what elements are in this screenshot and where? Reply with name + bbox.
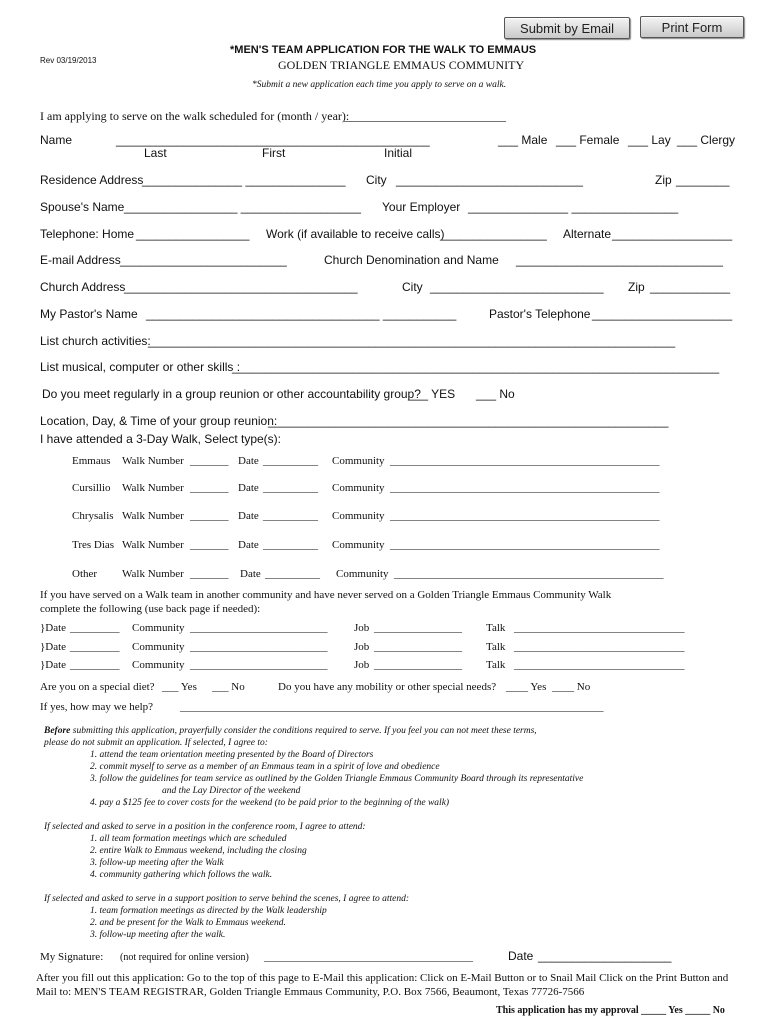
served-community-field[interactable]: _________________________ (190, 641, 328, 653)
work-phone-label: Work (if available to receive calls) (266, 227, 445, 241)
walk-date-label: Date (238, 455, 259, 467)
walk-date-field[interactable]: __________ (263, 539, 318, 551)
male-option[interactable]: ___ Male (498, 133, 548, 147)
conference-item: 1. all team formation meetings which are scheduled (90, 834, 287, 844)
first-name-label: First (262, 146, 286, 160)
walk-community-label: Community (332, 455, 385, 467)
walk-date-field[interactable]: __________ (263, 455, 318, 467)
reunion-location-field[interactable]: ____________________________________________________________ (268, 414, 669, 428)
walk-community-label: Community (336, 568, 389, 580)
walk-type-tres-dias: Tres Dias (72, 539, 115, 551)
conference-item: 4. community gathering which follows the walk. (90, 870, 273, 880)
female-option[interactable]: ___ Female (556, 133, 620, 147)
name-field[interactable]: _______________________________________________ (116, 133, 430, 147)
walk-date-label: Date (240, 568, 261, 580)
applying-label: I am applying to serve on the walk scheduled for (month / year): (40, 109, 350, 123)
alternate-phone-label: Alternate (563, 227, 612, 241)
city-field[interactable]: ____________________________ (396, 173, 583, 187)
walk-community-label: Community (332, 482, 385, 494)
church-address-field[interactable]: ___________________________________ (124, 280, 358, 294)
skills-label: List musical, computer or other skills : (40, 360, 241, 374)
walk-community-field[interactable]: _________________________________________________ (390, 455, 660, 467)
served-intro-2: complete the following (use back page if needed): (40, 603, 261, 615)
served-date-field[interactable]: _________ (70, 641, 120, 653)
signature-field[interactable]: ______________________________________ (264, 951, 473, 963)
walk-date-field[interactable]: __________ (263, 510, 318, 522)
pastor-phone-field[interactable]: _____________________ (592, 307, 733, 321)
walk-date-label: Date (238, 539, 259, 551)
walk-type-chrysalis: Chrysalis (72, 510, 114, 522)
clergy-option[interactable]: ___ Clergy (677, 133, 736, 147)
last-name-label: Last (144, 146, 167, 160)
served-job-label: Job (354, 641, 370, 653)
church-city-label: City (402, 280, 423, 294)
terms-item: 4. pay a $125 fee to cover costs for the weekend (to be paid prior to the beginning of the walk) (90, 798, 450, 808)
served-talk-field[interactable]: _______________________________ (514, 659, 685, 671)
served-date-label: }Date (40, 659, 67, 671)
activities-field[interactable]: _______________________________________________________________________________ (148, 334, 676, 348)
walk-community-field[interactable]: _________________________________________________ (394, 568, 664, 580)
mobility-yes-option[interactable]: ____ Yes (506, 681, 547, 693)
denomination-field[interactable]: _______________________________ (516, 253, 723, 267)
attended-walk-label: I have attended a 3-Day Walk, Select type(s): (40, 432, 282, 446)
signature-date-field[interactable]: ____________________ (538, 949, 672, 963)
reunion-question: Do you meet regularly in a group reunion or other accountability group? (42, 387, 421, 401)
employer-label: Your Employer (382, 200, 461, 214)
mobility-question: Do you have any mobility or other special needs? (278, 681, 497, 693)
walk-type-other: Other (72, 568, 98, 580)
walk-date-label: Date (238, 482, 259, 494)
walk-date-field[interactable]: ___________________________ (344, 109, 506, 123)
reunion-no-option[interactable]: ___ No (476, 387, 515, 401)
served-date-label: }Date (40, 622, 67, 634)
walk-type-emmaus: Emmaus (72, 455, 111, 467)
terms-before-text: submitting this application, prayerfully consider the conditions required to serve. If you feel you can not meet these terms, (70, 726, 537, 736)
print-form-button[interactable]: Print Form (640, 16, 744, 38)
terms-item: 3. follow the guidelines for team service as outlined by the Golden Triangle Emmaus Community Board through its representative (90, 774, 584, 784)
name-label: Name (40, 133, 73, 147)
alternate-phone-field[interactable]: __________________ (612, 227, 733, 241)
page-title: *MEN'S TEAM APPLICATION FOR THE WALK TO EMMAUS (230, 44, 537, 56)
served-community-label: Community (132, 641, 185, 653)
conference-item: 2. entire Walk to Emmaus weekend, including the closing (90, 846, 307, 856)
served-community-label: Community (132, 659, 185, 671)
walk-number-label: Walk Number (122, 482, 184, 494)
zip-field[interactable]: ________ (676, 173, 730, 187)
submission-note: *Submit a new application each time you apply to serve on a walk. (252, 80, 507, 90)
lay-option[interactable]: ___ Lay (628, 133, 671, 147)
served-talk-field[interactable]: _______________________________ (514, 622, 685, 634)
activities-label: List church activities: (40, 334, 151, 348)
email-label: E-mail Address (40, 253, 121, 267)
walk-number-label: Walk Number (122, 568, 184, 580)
help-field[interactable]: _____________________________________________________________________________ (180, 701, 604, 713)
reunion-yes-option[interactable]: ___ YES (408, 387, 456, 401)
walk-community-label: Community (332, 510, 385, 522)
signature-label: My Signature: (40, 951, 104, 963)
served-intro: If you have served on a Walk team in another community and have never served on a Golden Triangle Emmaus Community Walk (40, 589, 612, 601)
terms-intro (44, 726, 537, 736)
residence-field[interactable]: _______________ _______________ (142, 173, 346, 187)
served-date-field[interactable]: _________ (70, 622, 120, 634)
spouse-field[interactable]: _________________ __________________ (124, 200, 361, 214)
served-community-field[interactable]: _________________________ (190, 659, 328, 671)
walk-number-field[interactable]: _______ (190, 510, 229, 522)
served-talk-label: Talk (486, 659, 506, 671)
approval-line: This application has my approval _____ Yes _____ No (496, 1005, 725, 1016)
served-date-field[interactable]: _________ (70, 659, 120, 671)
support-item: 3. follow-up meeting after the walk. (90, 930, 226, 940)
served-job-label: Job (354, 659, 370, 671)
served-talk-label: Talk (486, 641, 506, 653)
terms-item-continued: and the Lay Director of the weekend (162, 786, 301, 796)
signature-date-label: Date (508, 949, 534, 963)
spouse-label: Spouse's Name (40, 200, 125, 214)
church-address-label: Church Address (40, 280, 126, 294)
reunion-location-label: Location, Day, & Time of your group reunion: (40, 414, 278, 428)
served-job-label: Job (354, 622, 370, 634)
zip-label: Zip (655, 173, 672, 187)
help-label: If yes, how may we help? (40, 701, 154, 713)
footer-instructions: After you fill out this application: Go to the top of this page to E-Mail this application: Click on E-Mail Button or to Snail Mail Click on the Print Button and (36, 972, 729, 984)
pastor-phone-label: Pastor's Telephone (489, 307, 591, 321)
signature-note: (not required for online version) (120, 952, 249, 963)
home-phone-field[interactable]: _________________ (136, 227, 250, 241)
pastor-field[interactable]: ___________________________________ ___________ (146, 307, 457, 321)
home-phone-label: Telephone: Home (40, 227, 135, 241)
church-zip-field[interactable]: ____________ (650, 280, 731, 294)
diet-question: Are you on a special diet? (40, 681, 155, 693)
skills-field[interactable]: _________________________________________________________________________ (232, 360, 720, 374)
walk-community-label: Community (332, 539, 385, 551)
organization-name: GOLDEN TRIANGLE EMMAUS COMMUNITY (278, 58, 525, 72)
walk-number-label: Walk Number (122, 539, 184, 551)
walk-number-field[interactable]: _______ (190, 455, 229, 467)
support-item: 2. and be present for the Walk to Emmaus weekend. (90, 918, 286, 928)
submit-by-email-button[interactable]: Submit by Email (504, 17, 630, 39)
served-job-field[interactable]: ________________ (374, 641, 462, 653)
served-job-field[interactable]: ________________ (374, 659, 462, 671)
revision-label: Rev 03/19/2013 (40, 56, 97, 65)
walk-type-cursillio: Cursillio (72, 482, 111, 494)
terms-intro-2: please do not submit an application. If selected, I agree to: (44, 738, 268, 748)
served-job-field[interactable]: ________________ (374, 622, 462, 634)
city-label: City (366, 173, 387, 187)
mobility-no-option[interactable]: ____ No (552, 681, 591, 693)
served-talk-label: Talk (486, 622, 506, 634)
diet-yes-option[interactable]: ___ Yes (162, 681, 197, 693)
diet-no-option[interactable]: ___ No (212, 681, 245, 693)
church-city-field[interactable]: __________________________ (430, 280, 604, 294)
conference-intro: If selected and asked to serve in a position in the conference room, I agree to attend: (44, 822, 366, 832)
walk-number-field[interactable]: _______ (190, 482, 229, 494)
support-item: 1. team formation meetings as directed by the Walk leadership (90, 906, 327, 916)
support-intro: If selected and asked to serve in a support position to serve behind the scenes, I agree to attend: (44, 894, 410, 904)
served-talk-field[interactable]: _______________________________ (514, 641, 685, 653)
walk-community-field[interactable]: _________________________________________________ (390, 482, 660, 494)
walk-number-label: Walk Number (122, 455, 184, 467)
walk-number-field[interactable]: _______ (190, 568, 229, 580)
church-zip-label: Zip (628, 280, 645, 294)
walk-number-label: Walk Number (122, 510, 184, 522)
walk-number-field[interactable]: _______ (190, 539, 229, 551)
terms-item: 1. attend the team orientation meeting presented by the Board of Directors (90, 750, 374, 760)
served-date-label: }Date (40, 641, 67, 653)
walk-community-field[interactable]: _________________________________________________ (390, 510, 660, 522)
work-phone-field[interactable]: ________________ (440, 227, 547, 241)
terms-before-bold: Before (44, 726, 71, 736)
residence-label: Residence Address (40, 173, 144, 187)
denomination-label: Church Denomination and Name (324, 253, 499, 267)
walk-date-field[interactable]: __________ (265, 568, 320, 580)
conference-item: 3. follow-up meeting after the Walk (90, 858, 224, 868)
pastor-label: My Pastor's Name (40, 307, 138, 321)
served-community-field[interactable]: _________________________ (190, 622, 328, 634)
email-field[interactable]: _________________________ (120, 253, 287, 267)
walk-date-label: Date (238, 510, 259, 522)
served-community-label: Community (132, 622, 185, 634)
walk-date-field[interactable]: __________ (263, 482, 318, 494)
employer-field[interactable]: _______________ ________________ (468, 200, 679, 214)
initial-label: Initial (384, 146, 413, 160)
footer-mailing-address: Mail to: MEN'S TEAM REGISTRAR, Golden Triangle Emmaus Community, P.O. Box 7566, Beaumont, Texas 77726-7566 (36, 986, 585, 998)
walk-community-field[interactable]: _________________________________________________ (390, 539, 660, 551)
terms-item: 2. commit myself to serve as a member of an Emmaus team in a spirit of love and obedience (90, 762, 440, 772)
